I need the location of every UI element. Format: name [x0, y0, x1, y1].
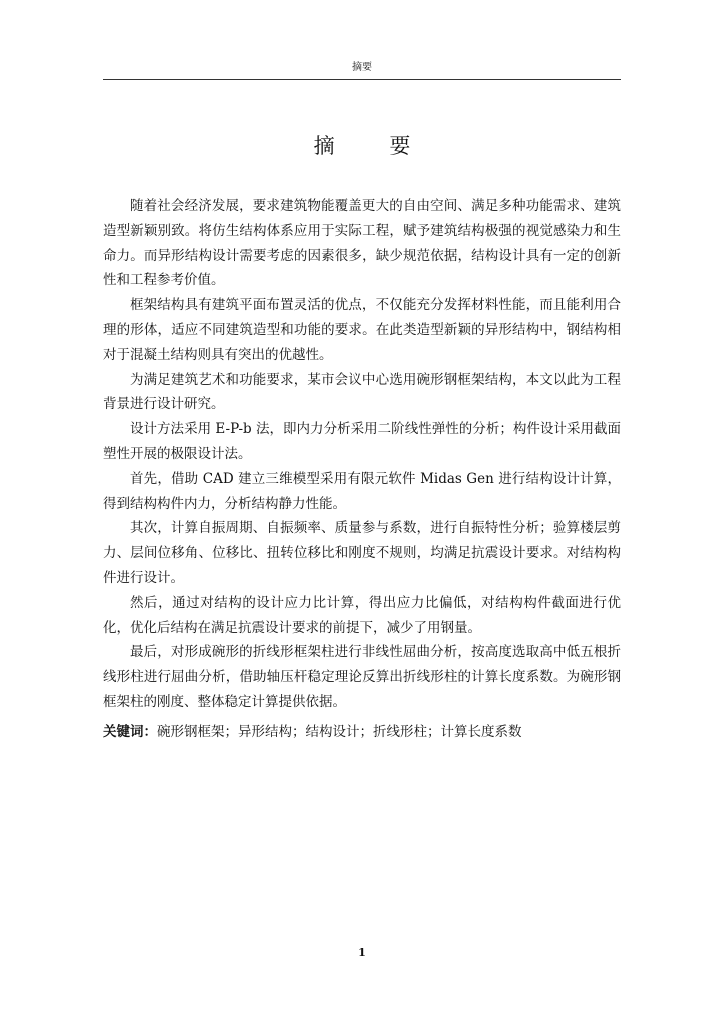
header-rule [103, 79, 621, 80]
paragraph: 为满足建筑艺术和功能要求，某市会议中心选用碗形钢框架结构，本文以此为工程背景进行设计研究。 [103, 371, 621, 413]
paragraph: 随着社会经济发展，要求建筑物能覆盖更大的自由空间、满足多种功能需求、建筑造型新颖别致。将仿生结构体系应用于实际工程，赋予建筑结构极强的视觉感染力和生命力。而异形结构设计需要考虑的因素很多，缺少规范依据，结构设计具有一定的创新性和工程参考价值。 [103, 198, 621, 289]
paragraph: 然后，通过对结构的设计应力比计算，得出应力比偏低，对结构构件截面进行优化，优化后结构在满足抗震设计要求的前提下，减少了用钢量。 [103, 594, 621, 636]
page-title: 摘 要 [313, 134, 435, 158]
page-number: 1 [358, 946, 366, 959]
abstract-body [103, 194, 621, 715]
paragraph: 最后，对形成碗形的折线形框架柱进行非线性屈曲分析，按高度选取高中低五根折线形柱进行屈曲分析，借助轴压杆稳定理论反算出折线形柱的计算长度系数。为碗形钢框架柱的刚度、整体稳定计算提供依据。 [103, 644, 621, 710]
paragraph: 首先，借助 CAD 建立三维模型采用有限元软件 Midas Gen 进行结构设计计算，得到结构构件内力，分析结构静力性能。 [103, 470, 621, 512]
keywords-label: 关键词： [103, 724, 157, 740]
paragraph: 设计方法采用 E-P-b 法，即内力分析采用二阶线性弹性的分析；构件设计采用截面塑性开展的极限设计法。 [103, 421, 621, 462]
paragraph: 其次，计算自振周期、自振频率、质量参与系数，进行自振特性分析；验算楼层剪力、层间位移角、位移比、扭转位移比和刚度不规则，均满足抗震设计要求。对结构构件进行设计。 [103, 520, 621, 586]
paragraph: 框架结构具有建筑平面布置灵活的优点，不仅能充分发挥材料性能，而且能利用合理的形体，适应不同建筑造型和功能的要求。在此类造型新颖的异形结构中，钢结构相对于混凝土结构则具有突出的优越性。 [103, 297, 621, 363]
keywords [103, 720, 621, 744]
keywords-text: 碗形钢框架；异形结构；结构设计；折线形柱；计算长度系数 [157, 724, 522, 740]
running-header: 摘要 [352, 62, 372, 73]
